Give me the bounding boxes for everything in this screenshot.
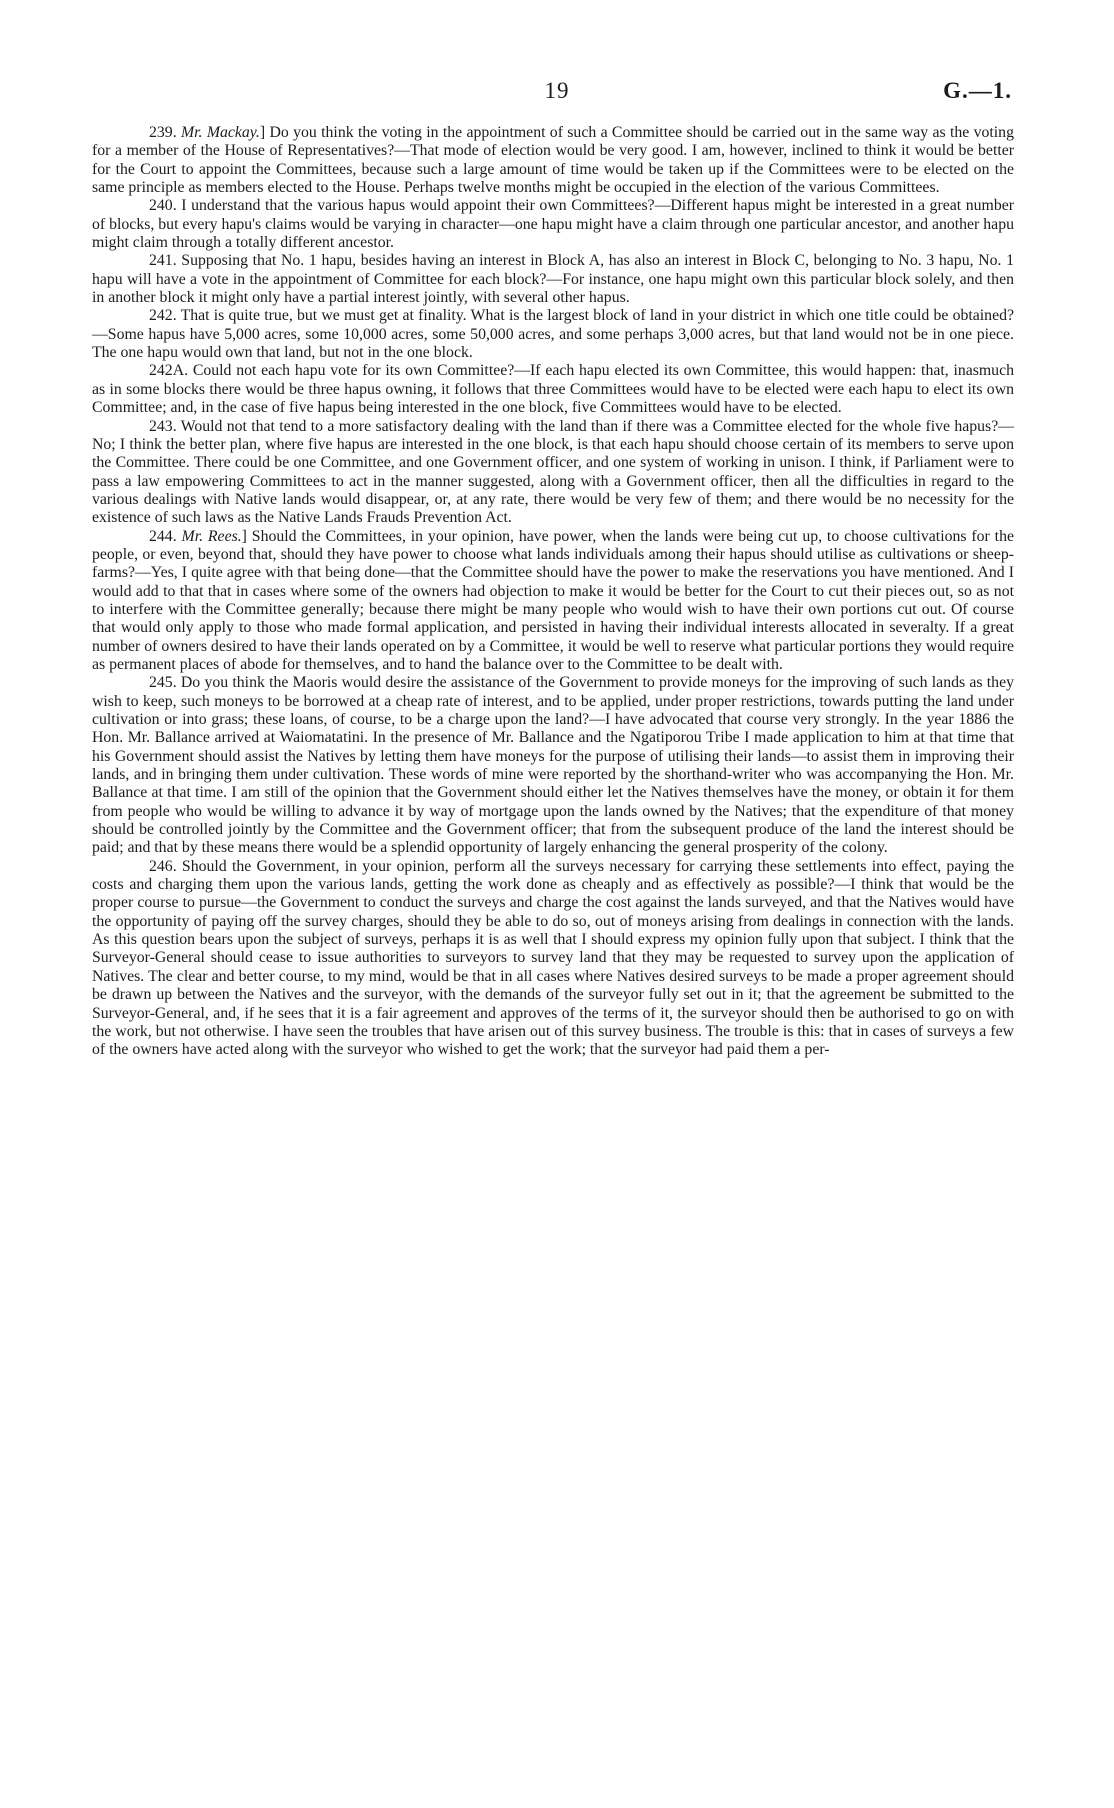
page-number: 19 [544,78,570,103]
paragraph-242a [92,362,1014,417]
paragraph-number: 239. [149,124,177,141]
paragraph-246 [92,858,1014,1060]
paragraph-text: Would not that tend to a more satisfactory dealing with the land than if there was a Committee elected for the whole five hapus?—No; I think the better plan, where five hapus are interested in the one block, is that each hapu should choose certain of its members to serve upon the Committee. There could be one Committee, and one Government officer, and one system of working in unison. I think, if Parliament were to pass a law empowering Committees to act in the manner suggested, along with a Government officer, then all the difficulties in regard to the various dealings with Native lands would disappear, or, at any rate, there would be very few of them; and there would be no necessity for the existence of such laws as the Native Lands Frauds Prevention Act. [92,417,1014,527]
paragraph-number: 243. [149,417,177,435]
document-code: G.—1. [943,78,1012,103]
paragraph-text: I understand that the various hapus would appoint their own Committees?—Different hapus might be interested in a great number of blocks, but every hapu's claims would be varying in character—one hapu might have a claim through one particular ancestor, and another hapu might claim through a totally different ancestor. [92,197,1014,252]
paragraph-number: 244. [149,527,177,545]
paragraph-245 [92,674,1014,857]
paragraph-text: ] Do you think the voting in the appointment of such a Committee should be carried out in the same way as the voting for a member of the House of Representatives?—That mode of election would be very good. I am, however, inclined to think it would be better for the Court to appoint the Committees, because such a large amount of time would be taken up if the Committees were to be elected on the same principle as members elected to the House. Perhaps twelve months might be occupied in the election of the various Committees. [92,124,1014,197]
speaker-name: Mr. Rees. [181,527,242,545]
paragraph-text: ] Should the Committees, in your opinion, have power, when the lands were being cut up, to choose cultivations for the people, or even, beyond that, should they have power to choose what lands individuals among their hapus should utilise as cultivations or sheep-farms?—Yes, I quite agree with that being done—that the Committee should have the power to make the reservations you have mentioned. And I would add to that that in cases where some of the owners had objection to make it would be better for the Court to cut their pieces out, so as not to interfere with the Committee generally; because there might be many people who would wish to have their own portions cut out. Of course that would only apply to those who made formal application, and persisted in having their individual interests allocated in severalty. If a great number of owners desired to have their lands operated on by a Committee, it would be well to reserve what particular portions they would require as permanent places of abode for themselves, and to hand the balance over to the Committee to be dealt with. [92,527,1014,673]
paragraph-number: 242A. [149,362,189,380]
speaker-name: Mr. Mackay. [180,124,260,141]
paragraph-text: Could not each hapu vote for its own Committee?—If each hapu elected its own Committee, this would happen: that, inasmuch as in some blocks there would be three hapus owning, it follows that three Committees would have to be elected were each hapu to elect its own Committee; and, in the case of five hapus being interested in the one block, five Committees would have to be elected. [92,362,1014,417]
paragraph-number: 246. [149,857,177,875]
paragraph-number: 245. [149,674,177,692]
body-text [92,124,1014,1060]
paragraph-number: 242. [149,307,177,325]
paragraph-text: Supposing that No. 1 hapu, besides having an interest in Block A, has also an interest in Block C, belonging to No. 3 hapu, No. 1 hapu will have a vote in the appointment of Committee for each block?—For instance, one hapu might own this particular block solely, and then in another block it might only have a partial interest jointly, with several other hapus. [92,252,1014,307]
paragraph-240 [92,197,1014,252]
paragraph-239 [92,124,1014,197]
paragraph-text: That is quite true, but we must get at finality. What is the largest block of land in your district in which one title could be obtained?—Some hapus have 5,000 acres, some 10,000 acres, some 50,000 acres, and some perhaps 3,000 acres, but that land would not be in one piece. The one hapu would own that land, but not in the one block. [92,307,1014,362]
paragraph-243 [92,418,1014,528]
paragraph-text: Do you think the Maoris would desire the assistance of the Government to provide moneys for the improving of such lands as they wish to keep, such moneys to be borrowed at a cheap rate of interest, and to be applied, under proper restrictions, towards putting the land under cultivation or into grass; these loans, of course, to be a charge upon the land?—I have advocated that course very strongly. In the year 1886 the Hon. Mr. Ballance arrived at Waiomatatini. In the presence of Mr. Ballance and the Ngatiporou Tribe I made application to him at that time that his Government should assist the Natives by letting them have moneys for the purpose of utilising their lands—to assist them in improving their lands, and in bringing them under cultivation. These words of mine were reported by the shorthand-writer who was accompanying the Hon. Mr. Ballance at that time. I am still of the opinion that the Government should either let the Natives themselves have the money, or obtain it for them from people who would be willing to advance it by way of mortgage upon the lands owned by the Natives; that the expenditure of that money should be controlled jointly by the Committee and the Government officer; that from the subsequent produce of the land the interest should be paid; and that by these means there would be a splendid opportunity of largely enhancing the general prosperity of the colony. [92,674,1014,857]
paragraph-242 [92,307,1014,362]
paragraph-number: 240. [149,197,177,215]
paragraph-241 [92,252,1014,307]
paragraph-number: 241. [149,252,177,270]
paragraph-text: Should the Government, in your opinion, perform all the surveys necessary for carrying these settlements into effect, paying the costs and charging them upon the various lands, getting the work done as cheaply and as effectively as possible?—I think that would be the proper course to pursue—the Government to conduct the surveys and charge the cost against the lands surveyed, and that the Natives would have the opportunity of paying off the survey charges, should they be able to do so, out of moneys arising from dealings in connection with the lands. As this question bears upon the subject of surveys, perhaps it is as well that I should express my opinion fully upon that subject. I think that the Surveyor-General should cease to issue authorities to surveyors to survey land that they may be requested to survey upon the application of Natives. The clear and better course, to my mind, would be that in all cases where Natives desired surveys to be made a proper agreement should be drawn up between the Natives and the surveyor, with the demands of the surveyor fully set out in it; that the agreement be submitted to the Surveyor-General, and, if he sees that it is a fair agreement and approves of the terms of it, the surveyor should then be authorised to go on with the work, but not otherwise. I have seen the troubles that have arisen out of this survey business. The trouble is this: that in cases of surveys a few of the owners have acted along with the surveyor who wished to get the work; that the surveyor had paid them a per- [92,857,1014,1059]
paragraph-244 [92,528,1014,675]
